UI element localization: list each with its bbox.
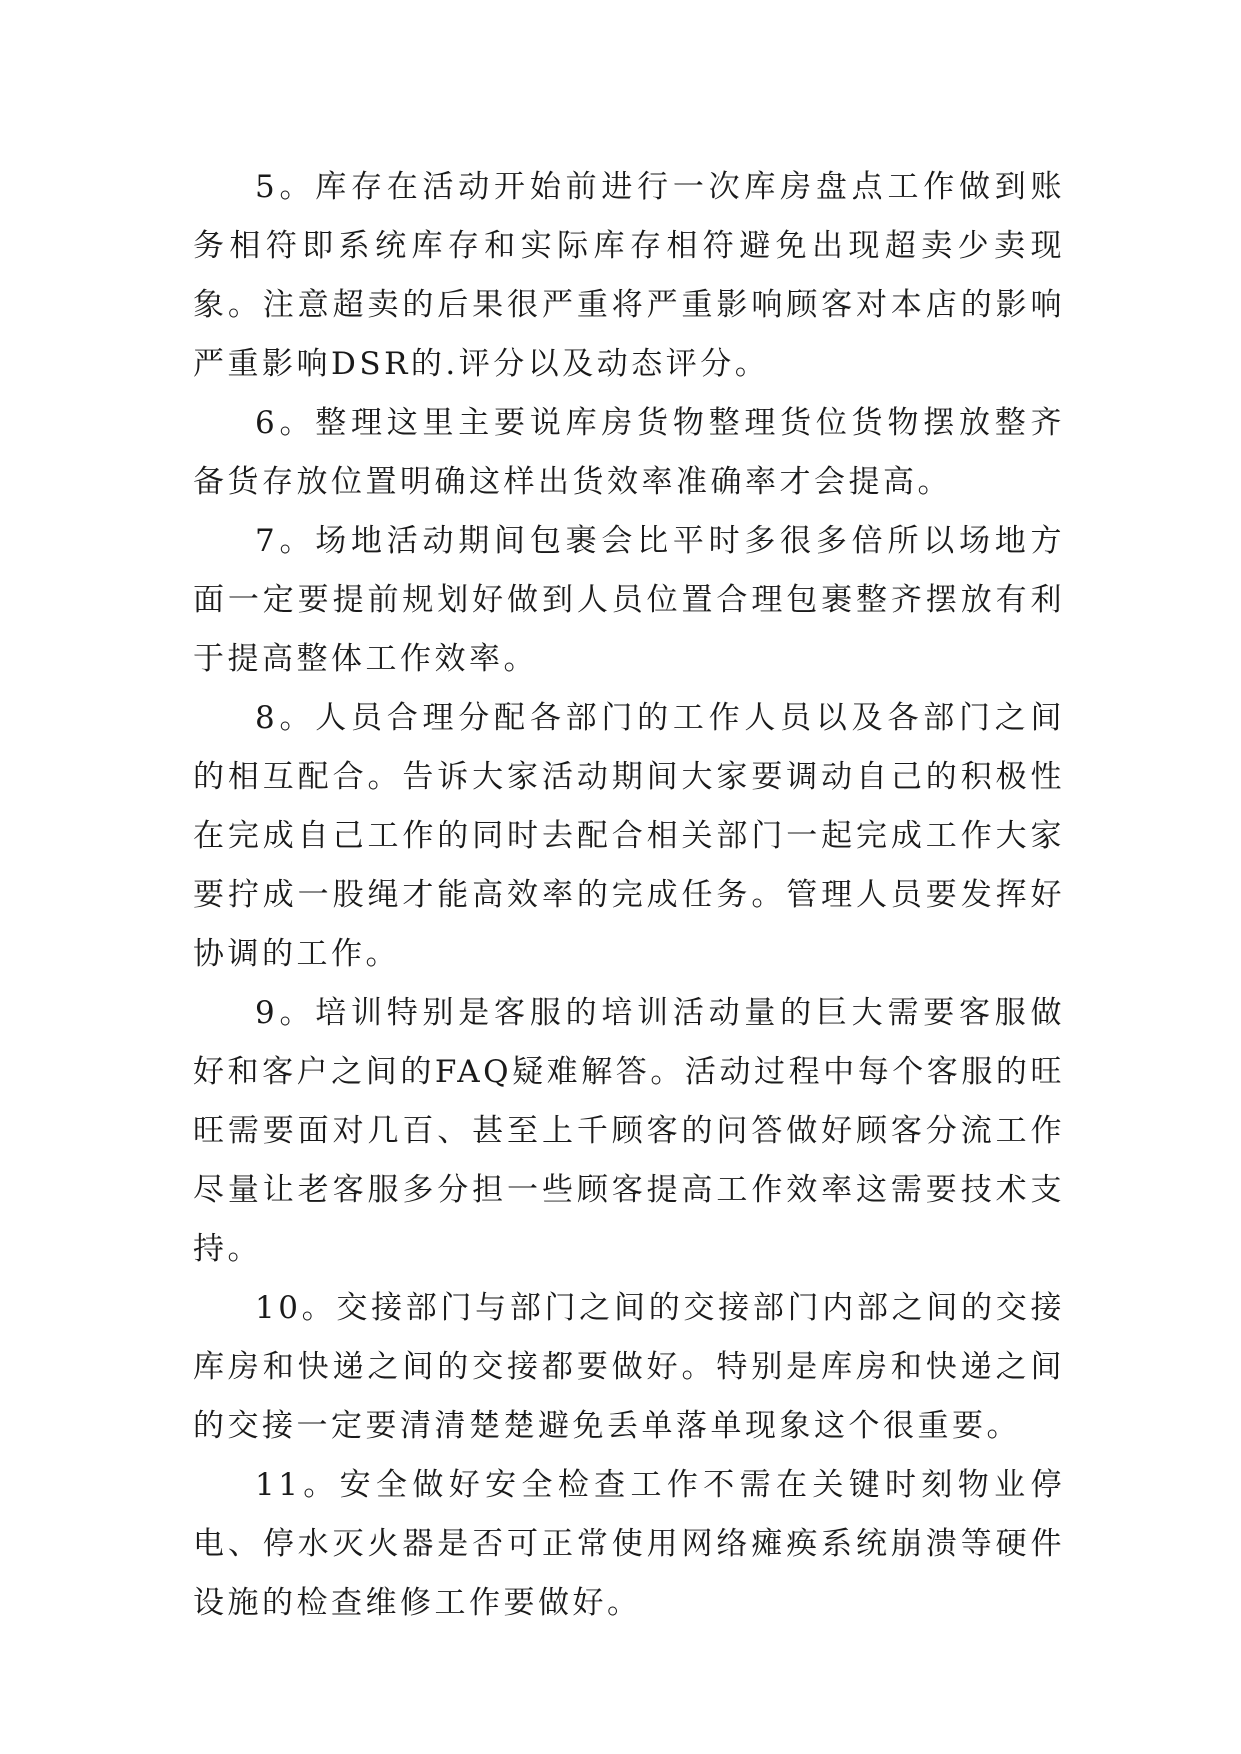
- document-body: [193, 158, 1065, 1633]
- paragraph-inventory: 5。库存在活动开始前进行一次库房盘点工作做到账务相符即系统库存和实际库存相符避免出现超卖少卖现象。注意超卖的后果很严重将严重影响顾客对本店的影响严重影响DSR的.评分以及动态评分。: [193, 169, 1065, 382]
- paragraph-training: 9。培训特别是客服的培训活动量的巨大需要客服做好和客户之间的FAQ疑难解答。活动过程中每个客服的旺旺需要面对几百、甚至上千顾客的问答做好顾客分流工作尽量让老客服多分担一些顾客提高工作效率这需要技术支持。: [193, 995, 1065, 1267]
- paragraph-venue: 7。场地活动期间包裹会比平时多很多倍所以场地方面一定要提前规划好做到人员位置合理包裹整齐摆放有利于提高整体工作效率。: [193, 523, 1065, 677]
- paragraph-organize: 6。整理这里主要说库房货物整理货位货物摆放整齐备货存放位置明确这样出货效率准确率才会提高。: [193, 405, 1065, 500]
- paragraph-handover: 10。交接部门与部门之间的交接部门内部之间的交接库房和快递之间的交接都要做好。特别是库房和快递之间的交接一定要清清楚楚避免丢单落单现象这个很重要。: [193, 1290, 1065, 1444]
- paragraph-safety: 11。安全做好安全检查工作不需在关键时刻物业停电、停水灭火器是否可正常使用网络瘫痪系统崩溃等硬件设施的检查维修工作要做好。: [193, 1467, 1065, 1621]
- paragraph-staffing: 8。人员合理分配各部门的工作人员以及各部门之间的相互配合。告诉大家活动期间大家要调动自己的积极性在完成自己工作的同时去配合相关部门一起完成工作大家要拧成一股绳才能高效率的完成任务。管理人员要发挥好协调的工作。: [193, 700, 1065, 972]
